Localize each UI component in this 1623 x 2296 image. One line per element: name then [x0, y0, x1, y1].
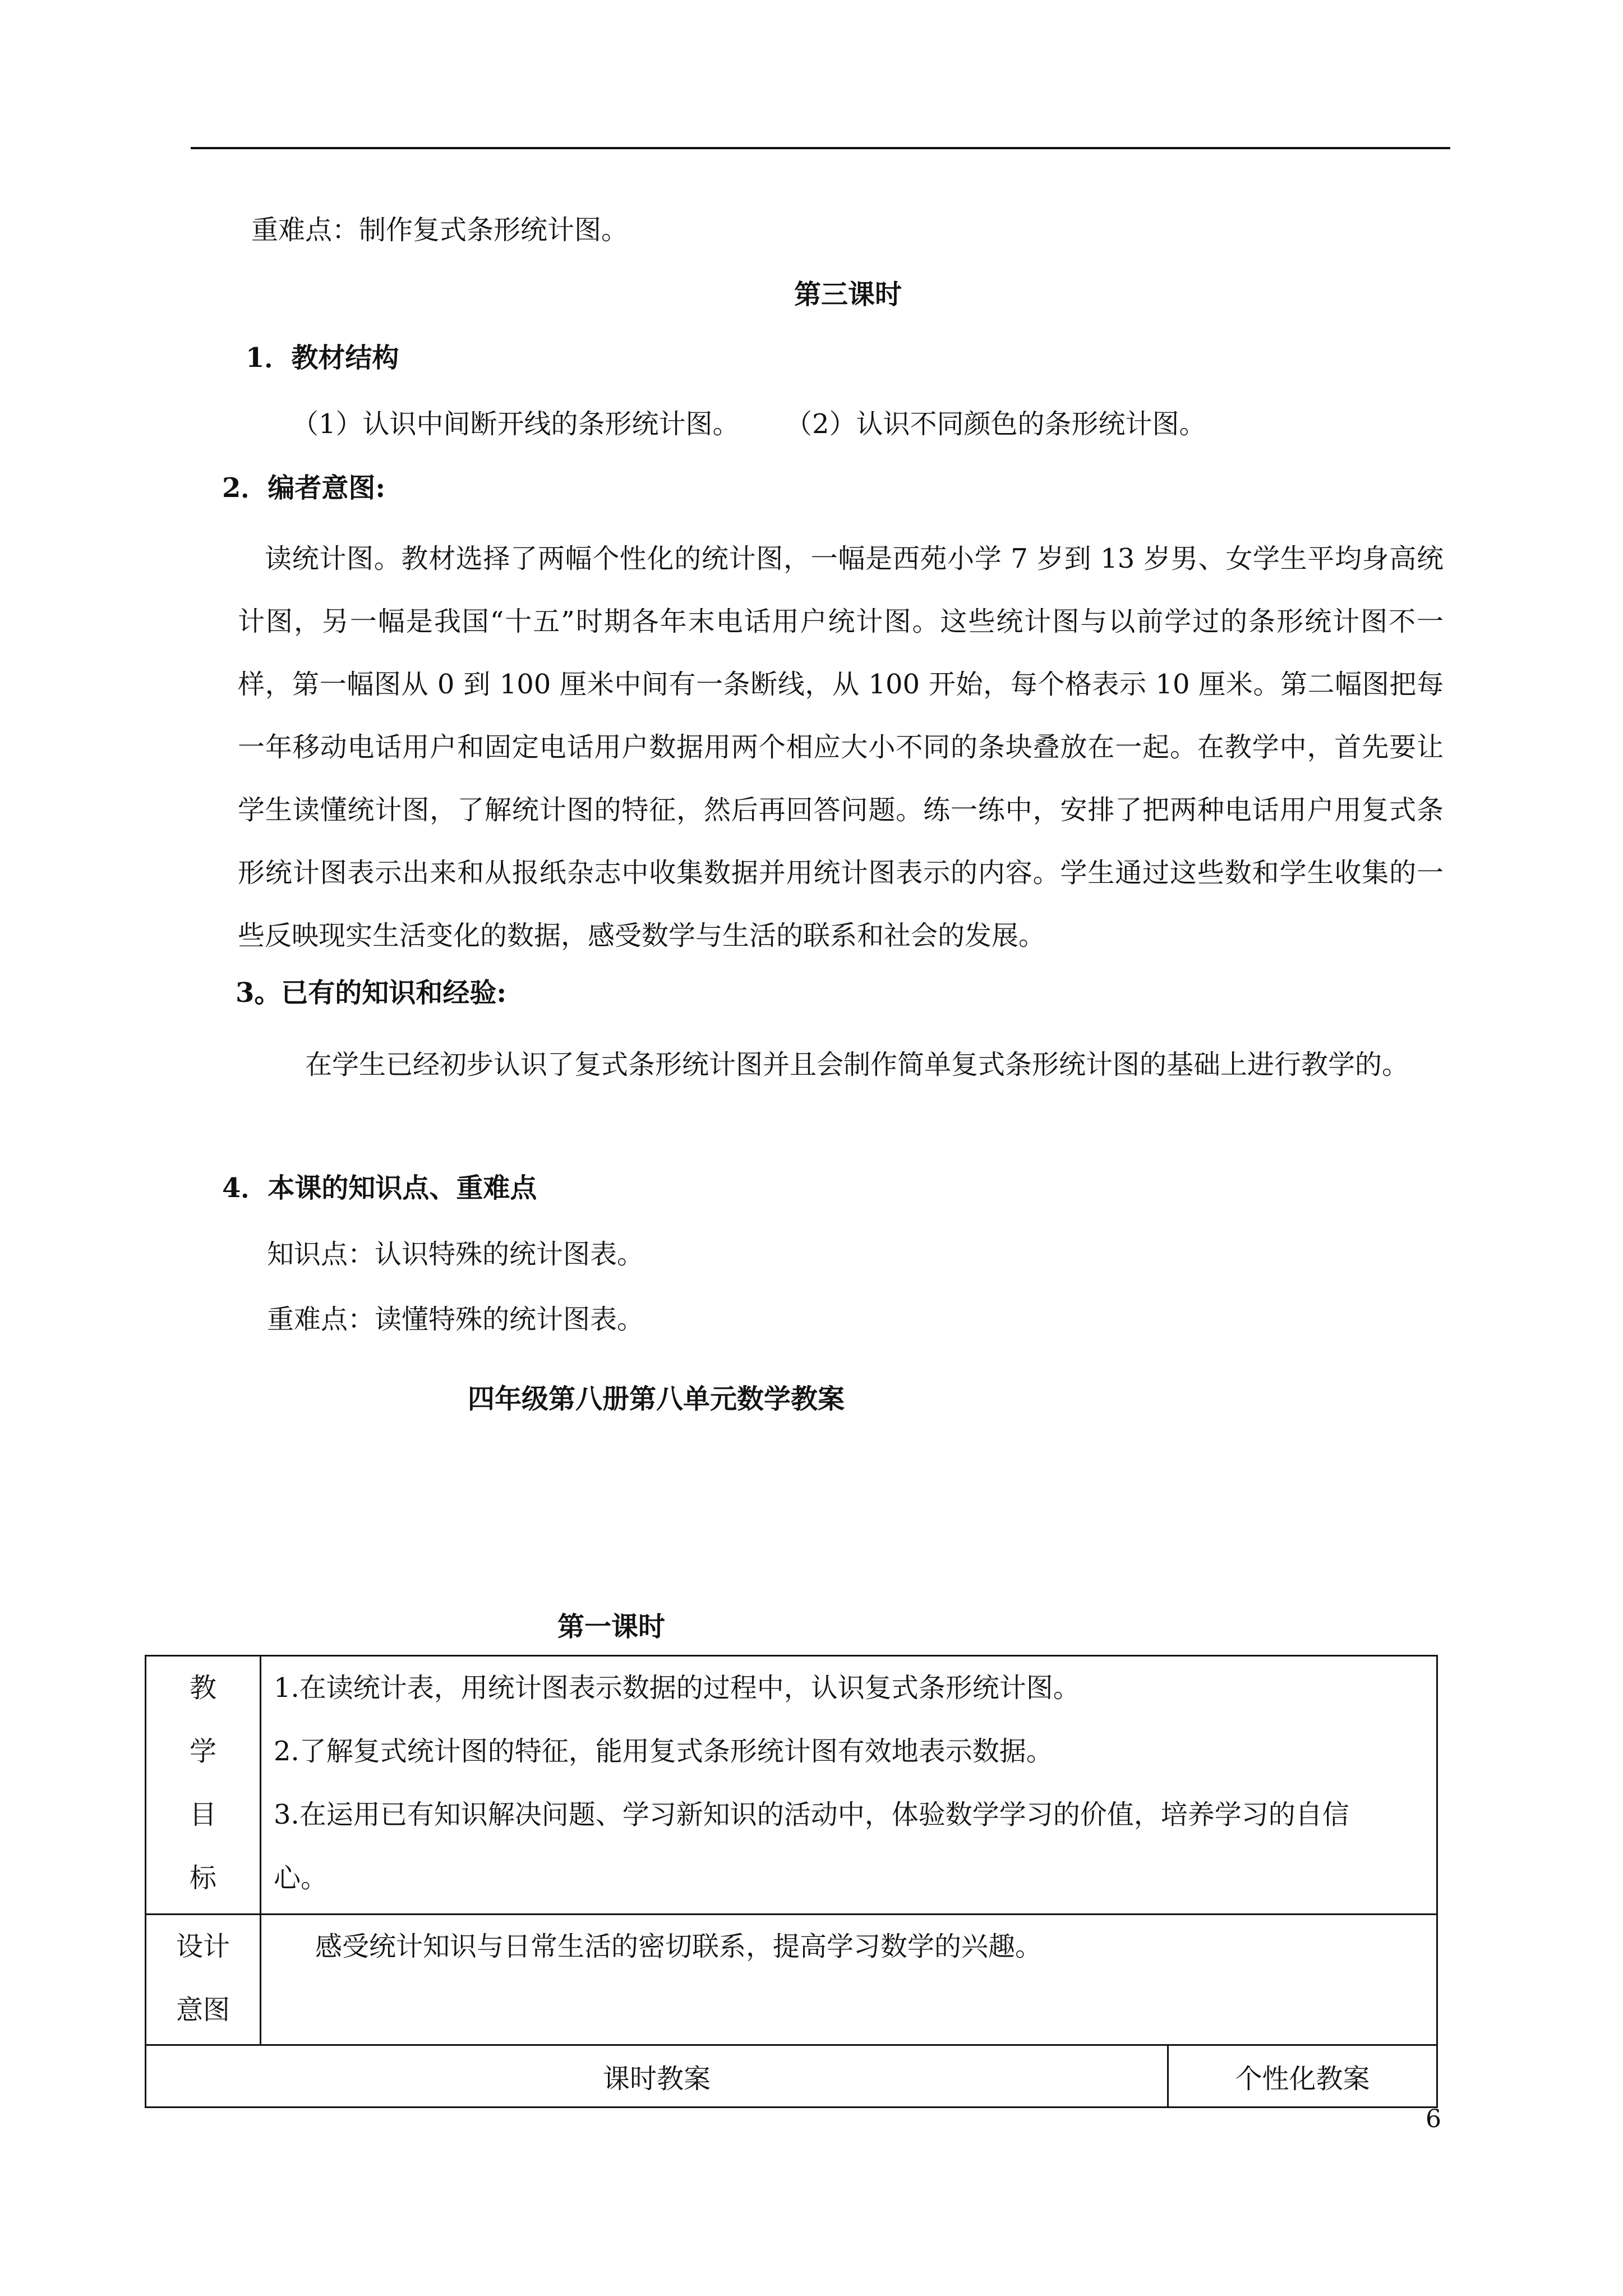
- sec1-item1: （1）认识中间断开线的条形统计图。: [292, 408, 740, 440]
- sec3-heading: 3。已有的知识和经验:: [236, 977, 507, 1009]
- design-label: 意图: [176, 1994, 230, 2026]
- lesson3-title: 第三课时: [794, 279, 902, 310]
- objective-item: 3.在运用已有知识解决问题、学习新知识的活动中，体验数学学习的价值，培养学习的自信: [274, 1799, 1349, 1830]
- obj-label-char: 学: [189, 1736, 216, 1767]
- plan-header-table: [145, 2044, 1438, 2108]
- objectives-table: [145, 1655, 1438, 2046]
- obj-label-char: 教: [189, 1672, 216, 1704]
- sec3-paragraph: 在学生已经初步认识了复式条形统计图并且会制作简单复式条形统计图的基础上进行教学的。: [305, 1049, 1409, 1080]
- design-text: 感受统计知识与日常生活的密切联系，提高学习数学的兴趣。: [315, 1931, 1043, 1962]
- sec1-heading: 1．教材结构: [246, 342, 399, 374]
- objectives-row: [146, 1656, 1437, 1915]
- knowledge-point: 知识点：认识特殊的统计图表。: [267, 1239, 644, 1270]
- sec2-heading: 2．编者意图:: [222, 472, 386, 504]
- objectives-label-cell: [146, 1656, 261, 1915]
- obj-label-char: 标: [189, 1862, 216, 1894]
- objectives-content-cell: [261, 1656, 1437, 1915]
- objective-item: 2.了解复式统计图的特征，能用复式条形统计图有效地表示数据。: [274, 1736, 1053, 1767]
- header-rule: [191, 147, 1450, 149]
- objective-item: 1.在读统计表，用统计图表示数据的过程中，认识复式条形统计图。: [274, 1672, 1080, 1704]
- lesson-plan-header: 课时教案: [146, 2045, 1168, 2108]
- sec4-heading: 4．本课的知识点、重难点: [222, 1172, 537, 1204]
- unit-title: 四年级第八册第八单元数学教案: [468, 1383, 845, 1415]
- difficulty-line-top: 重难点：制作复式条形统计图。: [251, 214, 629, 246]
- sec1-item2: （2）认识不同颜色的条形统计图。: [785, 408, 1206, 440]
- sec2-paragraph: 读统计图。教材选择了两幅个性化的统计图，一幅是西苑小学 7 岁到 13 岁男、女学生平均身高统计图，另一幅是我国“十五”时期各年末电话用户统计图。这些统计图与以前学过的条形统计图不一样，第一幅图从 0 到 100 厘米中间有一条断线，从 100 开始，每个格表示 10 厘米。第二幅图把每一年移动电话用户和固定电话用户数据用两个相应大小不同的条块叠放在一起。在教学中，首先要让学生读懂统计图，了解统计图的特征，然后再回答问题。练一练中，安排了把两种电话用户用复式条形统计图表示出来和从报纸杂志中收集数据并用统计图表示的内容。学生通过这些数和学生收集的一些反映现实生活变化的数据，感受数学与生活的联系和社会的发展。: [238, 543, 1444, 951]
- design-label: 设计: [176, 1931, 230, 1962]
- personal-plan-header: 个性化教案: [1168, 2045, 1437, 2108]
- lesson1-title: 第一课时: [557, 1611, 666, 1642]
- page-number: 6: [1426, 2105, 1441, 2133]
- objective-item: 心。: [274, 1862, 328, 1894]
- obj-label-char: 目: [189, 1799, 216, 1830]
- design-content-cell: [261, 1915, 1437, 2045]
- design-row: [146, 1915, 1437, 2045]
- plan-header-row: [146, 2045, 1437, 2108]
- difficulty-point: 重难点：读懂特殊的统计图表。: [267, 1304, 644, 1335]
- design-label-cell: [146, 1915, 261, 2045]
